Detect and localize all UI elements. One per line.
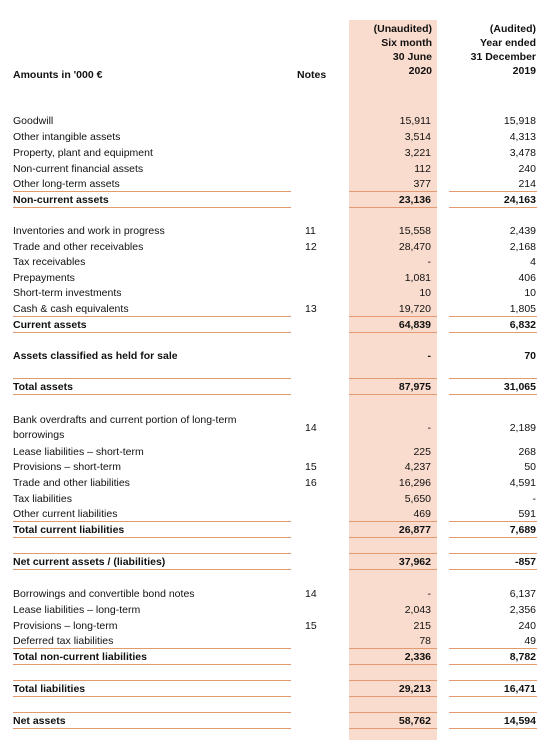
separator-line <box>349 648 437 649</box>
separator-line <box>13 728 291 729</box>
table-row <box>0 349 550 364</box>
separator-line <box>349 316 437 317</box>
value-2019: 214 <box>518 178 536 190</box>
separator-line <box>449 553 537 554</box>
separator-line <box>349 378 437 379</box>
table-row <box>0 224 550 239</box>
separator-line <box>349 537 437 538</box>
value-2020: 377 <box>413 178 431 190</box>
row-label: Other intangible assets <box>13 131 121 143</box>
value-2020: 3,514 <box>404 131 431 143</box>
value-2020: 78 <box>419 635 431 647</box>
table-row <box>0 619 550 634</box>
row-label: Net current assets / (liabilities) <box>13 556 166 568</box>
separator-line <box>13 696 291 697</box>
table-row <box>0 507 550 522</box>
separator-line <box>349 680 437 681</box>
value-2020: 28,470 <box>398 241 431 253</box>
value-2019: 2,189 <box>509 422 536 434</box>
separator-line <box>13 191 291 192</box>
table-row <box>0 555 550 570</box>
table-row <box>0 114 550 129</box>
table-row <box>0 460 550 475</box>
row-label: Inventories and work in progress <box>13 225 165 237</box>
separator-line <box>449 537 537 538</box>
value-2020: 58,762 <box>398 715 431 727</box>
value-2019: 31,065 <box>503 381 536 393</box>
row-label: Non-current assets <box>13 194 109 206</box>
value-2020: - <box>427 588 431 600</box>
table-row <box>0 413 550 444</box>
separator-line <box>13 394 291 395</box>
separator-line <box>449 680 537 681</box>
value-2020: 469 <box>413 508 431 520</box>
separator-line <box>13 316 291 317</box>
value-2020: 37,962 <box>398 556 431 568</box>
col-2019-header: (Audited) Year ended 31 December 2019 <box>470 23 536 77</box>
row-label: Other current liabilities <box>13 508 118 520</box>
value-2019: 15,918 <box>503 115 536 127</box>
value-2019: 6,137 <box>509 588 536 600</box>
value-2019: 591 <box>518 508 536 520</box>
row-label: Borrowings and convertible bond notes <box>13 588 195 600</box>
table-row <box>0 634 550 649</box>
table-row <box>0 286 550 301</box>
row-label: Total liabilities <box>13 683 86 695</box>
value-2019: 50 <box>524 461 536 473</box>
row-label: Short-term investments <box>13 287 122 299</box>
table-row <box>0 523 550 538</box>
table-row <box>0 177 550 192</box>
separator-line <box>449 696 537 697</box>
separator-line <box>449 378 537 379</box>
row-label: Other long-term assets <box>13 178 120 190</box>
row-label: Total current liabilities <box>13 524 125 536</box>
separator-line <box>349 332 437 333</box>
value-2020: 5,650 <box>404 493 431 505</box>
separator-line <box>449 316 537 317</box>
value-2020: 2,336 <box>404 651 431 663</box>
table-row <box>0 240 550 255</box>
table-row <box>0 302 550 317</box>
value-2020: 15,911 <box>399 115 431 127</box>
table-row <box>0 603 550 618</box>
separator-line <box>349 207 437 208</box>
value-2019: 1,805 <box>509 303 536 315</box>
amounts-label: Amounts in '000 € <box>13 69 103 81</box>
separator-line <box>13 680 291 681</box>
separator-line <box>13 569 291 570</box>
table-row <box>0 130 550 145</box>
separator-line <box>13 521 291 522</box>
separator-line <box>349 728 437 729</box>
separator-line <box>13 648 291 649</box>
row-label: Total assets <box>13 381 73 393</box>
row-label: Bank overdrafts and current portion of long-term borrowings <box>13 414 237 441</box>
row-note: 16 <box>305 477 317 489</box>
separator-line <box>13 537 291 538</box>
table-row <box>0 445 550 460</box>
separator-line <box>349 553 437 554</box>
row-note: 14 <box>305 422 317 434</box>
table-row <box>0 682 550 697</box>
row-label: Provisions – short-term <box>13 461 121 473</box>
table-row <box>0 146 550 161</box>
row-note: 15 <box>305 461 317 473</box>
value-2020: - <box>427 350 431 362</box>
separator-line <box>449 394 537 395</box>
separator-line <box>13 712 291 713</box>
value-2020: 29,213 <box>398 683 431 695</box>
value-2020: 19,720 <box>398 303 431 315</box>
table-row <box>0 271 550 286</box>
row-label: Total non-current liabilities <box>13 651 147 663</box>
separator-line <box>449 332 537 333</box>
value-2019: 406 <box>518 272 536 284</box>
separator-line <box>449 664 537 665</box>
row-note: 15 <box>305 620 317 632</box>
separator-line <box>349 664 437 665</box>
separator-line <box>349 569 437 570</box>
row-note: 12 <box>305 241 317 253</box>
value-2020: 23,136 <box>398 194 431 206</box>
separator-line <box>13 664 291 665</box>
separator-line <box>449 569 537 570</box>
value-2019: 8,782 <box>509 651 536 663</box>
separator-line <box>13 378 291 379</box>
row-label: Non-current financial assets <box>13 163 144 175</box>
separator-line <box>349 394 437 395</box>
row-label: Cash & cash equivalents <box>13 303 129 315</box>
value-2020: - <box>427 422 431 434</box>
value-2019: 4,313 <box>509 131 536 143</box>
value-2019: -857 <box>514 556 536 568</box>
value-2019: 240 <box>518 620 536 632</box>
value-2020: 112 <box>414 163 431 175</box>
row-note: 14 <box>305 588 317 600</box>
value-2019: - <box>532 493 536 505</box>
value-2020: 64,839 <box>398 319 431 331</box>
table-row <box>0 587 550 602</box>
row-label: Prepayments <box>13 272 75 284</box>
separator-line <box>349 521 437 522</box>
table-row <box>0 650 550 665</box>
value-2019: 16,471 <box>503 683 536 695</box>
value-2019: 2,439 <box>509 225 536 237</box>
separator-line <box>449 648 537 649</box>
value-2020: 215 <box>413 620 431 632</box>
value-2019: 7,689 <box>509 524 536 536</box>
separator-line <box>449 728 537 729</box>
separator-line <box>449 191 537 192</box>
value-2019: 268 <box>518 446 536 458</box>
value-2020: 16,296 <box>398 477 431 489</box>
value-2019: 49 <box>524 635 536 647</box>
table-row <box>0 714 550 729</box>
value-2020: 26,877 <box>398 524 431 536</box>
separator-line <box>449 521 537 522</box>
row-label: Lease liabilities – long-term <box>13 604 141 616</box>
row-label: Provisions – long-term <box>13 620 118 632</box>
table-row <box>0 318 550 333</box>
table-row <box>0 255 550 270</box>
separator-line <box>13 207 291 208</box>
value-2019: 70 <box>524 350 536 362</box>
row-label: Property, plant and equipment <box>13 147 153 159</box>
value-2020: 225 <box>413 446 431 458</box>
value-2019: 10 <box>524 287 536 299</box>
value-2019: 4 <box>530 256 536 268</box>
value-2020: 15,558 <box>398 225 431 237</box>
value-2019: 3,478 <box>509 147 536 159</box>
value-2019: 6,832 <box>509 319 536 331</box>
separator-line <box>13 553 291 554</box>
notes-header: Notes <box>297 69 327 81</box>
value-2020: 2,043 <box>404 604 431 616</box>
separator-line <box>449 207 537 208</box>
row-label: Trade and other receivables <box>13 241 144 253</box>
value-2020: 4,237 <box>404 461 431 473</box>
value-2019: 2,168 <box>509 241 536 253</box>
row-label: Goodwill <box>13 115 54 127</box>
value-2020: 3,221 <box>404 147 431 159</box>
row-label: Tax receivables <box>13 256 86 268</box>
value-2019: 4,591 <box>509 477 536 489</box>
col-2020-header: (Unaudited) Six month 30 June 2020 <box>373 23 432 77</box>
separator-line <box>13 332 291 333</box>
value-2020: - <box>427 256 431 268</box>
table-row <box>0 193 550 208</box>
table-row <box>0 380 550 395</box>
separator-line <box>449 712 537 713</box>
row-label: Deferred tax liabilities <box>13 635 114 647</box>
row-note: 11 <box>305 225 316 237</box>
separator-line <box>349 191 437 192</box>
value-2020: 87,975 <box>398 381 431 393</box>
table-row <box>0 492 550 507</box>
row-label: Trade and other liabilities <box>13 477 130 489</box>
row-label: Net assets <box>13 715 66 727</box>
value-2019: 14,594 <box>503 715 536 727</box>
row-label: Assets classified as held for sale <box>13 350 178 362</box>
value-2019: 2,356 <box>509 604 536 616</box>
row-label: Lease liabilities – short-term <box>13 446 144 458</box>
row-label: Current assets <box>13 319 87 331</box>
separator-line <box>349 712 437 713</box>
separator-line <box>349 696 437 697</box>
table-row <box>0 476 550 491</box>
row-label: Tax liabilities <box>13 493 72 505</box>
value-2020: 10 <box>419 287 431 299</box>
table-row <box>0 162 550 177</box>
value-2019: 24,163 <box>503 194 536 206</box>
value-2019: 240 <box>518 163 536 175</box>
value-2020: 1,081 <box>404 272 431 284</box>
row-note: 13 <box>305 303 317 315</box>
